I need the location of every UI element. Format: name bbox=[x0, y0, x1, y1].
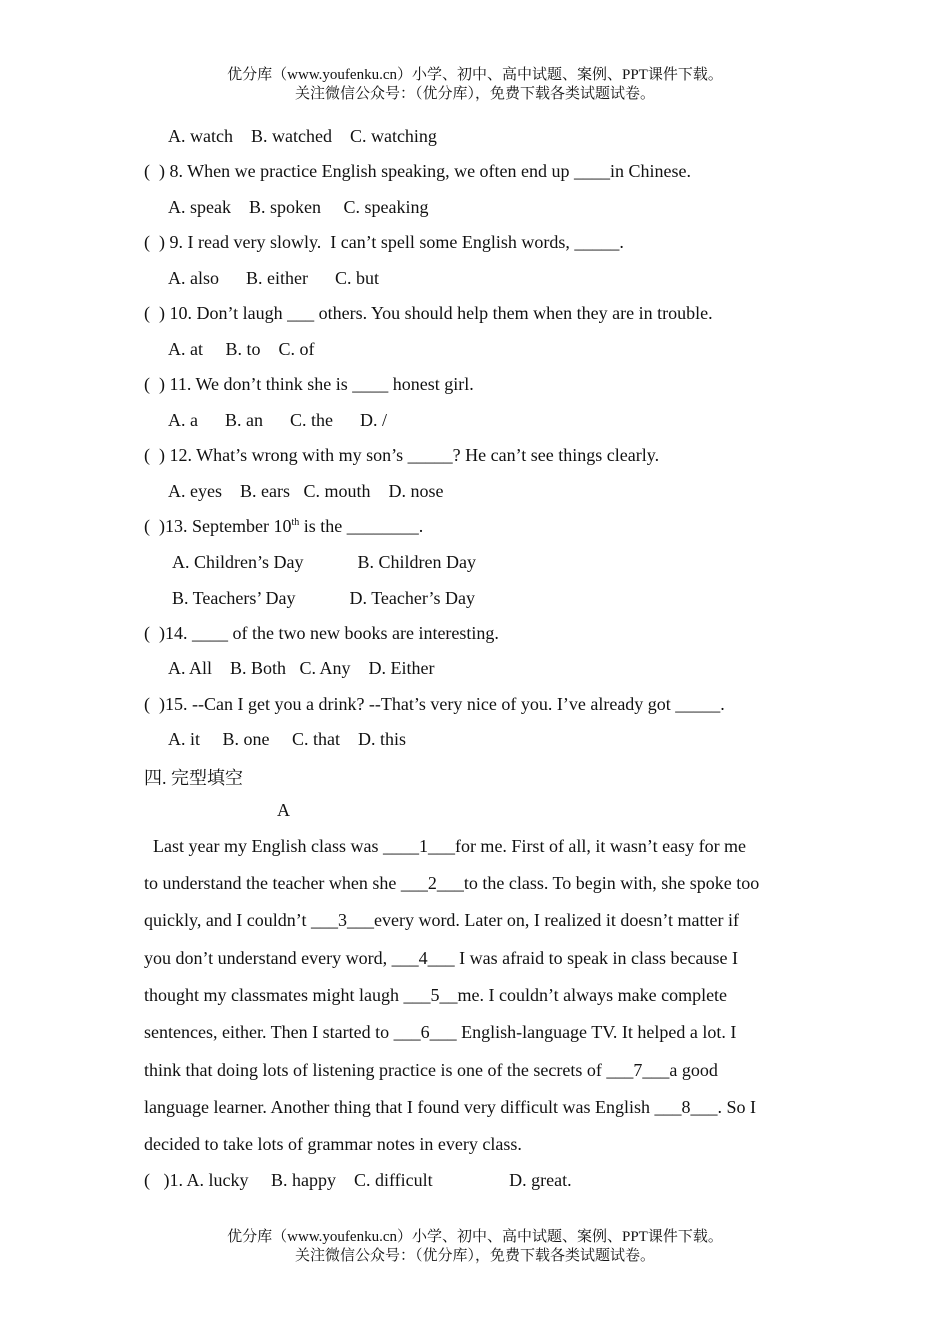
question-13 bbox=[144, 516, 423, 537]
passage-line: decided to take lots of grammar notes in every class. bbox=[144, 1134, 522, 1154]
passage-line: to understand the teacher when she ___2___to the class. To begin with, she spoke too bbox=[144, 873, 760, 893]
cloze-question-1: ( )1. A. lucky B. happy C. difficult D. great. bbox=[144, 1170, 572, 1190]
q13-text-pre: ( )13. September 10 bbox=[144, 516, 292, 536]
passage-label: A bbox=[277, 800, 290, 820]
passage-line: quickly, and I couldn’t ___3___every word. Later on, I realized it doesn’t matter if bbox=[144, 910, 739, 930]
passage-line: language learner. Another thing that I found very difficult was English ___8___. So I bbox=[144, 1097, 757, 1117]
passage-line: Last year my English class was ____1___for me. First of all, it wasn’t easy for me bbox=[144, 836, 747, 856]
page-footer bbox=[0, 1228, 950, 1266]
q13-options-row-1: A. Children’s Day B. Children Day bbox=[172, 552, 476, 572]
q10-options: A. at B. to C. of bbox=[168, 339, 315, 359]
q9-options: A. also B. either C. but bbox=[168, 268, 379, 288]
question-8: ( ) 8. When we practice English speaking, we often end up ____in Chinese. bbox=[144, 161, 692, 181]
question-9: ( ) 9. I read very slowly. I can’t spell some English words, _____. bbox=[144, 232, 624, 252]
q15-options: A. it B. one C. that D. this bbox=[168, 729, 406, 749]
section-title: 四. 完型填空 bbox=[144, 768, 243, 788]
q8-options: A. speak B. spoken C. speaking bbox=[168, 197, 429, 217]
passage-line: thought my classmates might laugh ___5__me. I couldn’t always make complete bbox=[144, 985, 728, 1005]
page-header bbox=[0, 66, 950, 104]
q12-options: A. eyes B. ears C. mouth D. nose bbox=[168, 481, 444, 501]
passage-line: you don’t understand every word, ___4___ I was afraid to speak in class because I bbox=[144, 948, 738, 968]
header-line-1: 优分库（www.youfenku.cn）小学、初中、高中试题、案例、PPT课件下载。 bbox=[227, 67, 723, 83]
question-14: ( )14. ____ of the two new books are interesting. bbox=[144, 623, 499, 643]
q11-options: A. a B. an C. the D. / bbox=[168, 410, 387, 430]
q7-options: A. watch B. watched C. watching bbox=[168, 126, 437, 146]
q13-options-row-2: B. Teachers’ Day D. Teacher’s Day bbox=[172, 588, 476, 608]
question-10: ( ) 10. Don’t laugh ___ others. You should help them when they are in trouble. bbox=[144, 303, 713, 323]
q13-text-post: is the ________. bbox=[299, 516, 424, 536]
passage-line: sentences, either. Then I started to ___6___ English-language TV. It helped a lot. I bbox=[144, 1022, 737, 1042]
footer-line-2: 关注微信公众号：（优分库），免费下载各类试题试卷。 bbox=[294, 1248, 655, 1264]
footer-line-1: 优分库（www.youfenku.cn）小学、初中、高中试题、案例、PPT课件下载。 bbox=[227, 1229, 723, 1245]
header-line-2: 关注微信公众号：（优分库），免费下载各类试题试卷。 bbox=[294, 86, 655, 102]
q14-options: A. All B. Both C. Any D. Either bbox=[168, 658, 435, 678]
question-12: ( ) 12. What’s wrong with my son’s _____? He can’t see things clearly. bbox=[144, 445, 660, 465]
question-11: ( ) 11. We don’t think she is ____ honest girl. bbox=[144, 374, 474, 394]
q13-superscript: th bbox=[291, 517, 300, 528]
passage-line: think that doing lots of listening practice is one of the secrets of ___7___a good bbox=[144, 1060, 718, 1080]
question-15: ( )15. --Can I get you a drink? --That’s very nice of you. I’ve already got _____. bbox=[144, 694, 725, 714]
